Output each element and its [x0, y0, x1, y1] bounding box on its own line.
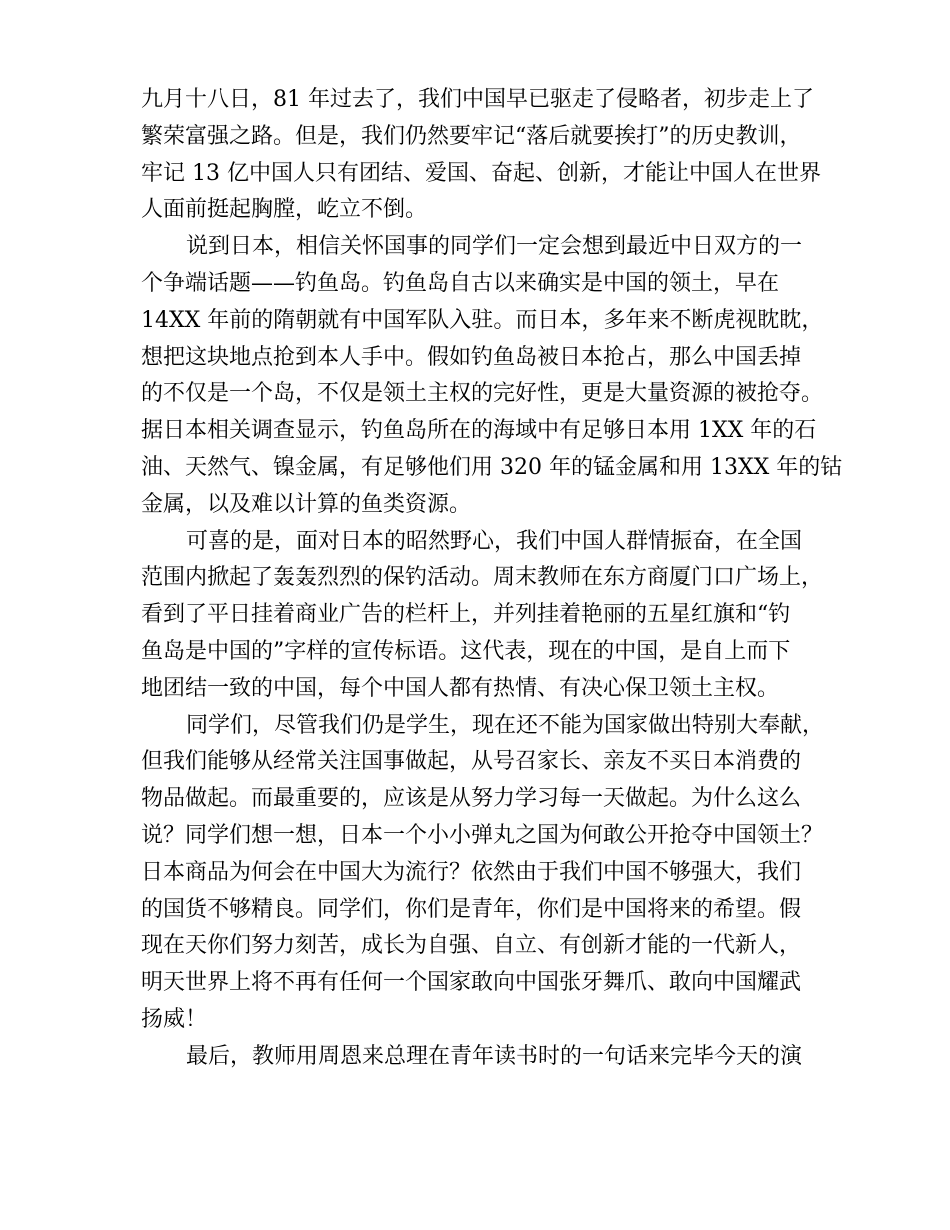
text-line: 明天世界上将不再有任何一个国家敢向中国张牙舞爪、敢向中国耀武	[141, 970, 802, 996]
text-line: 现在天你们努力刻苦，成长为自强、自立、有创新才能的一代新人，	[141, 933, 802, 959]
text-line: 油、天然气、镍金属，有足够他们用 320 年的锰金属和用 13XX 年的钴	[141, 454, 843, 480]
paragraph-first-line: 最后，教师用周恩来总理在青年读书时的一句话来完毕今天的演	[186, 1043, 803, 1069]
paragraph-first-line: 说到日本，相信关怀国事的同学们一定会想到最近中日双方的一	[186, 234, 803, 260]
text-line: 鱼岛是中国的”字样的宣传标语。这代表，现在的中国，是自上而下	[141, 638, 791, 664]
text-line: 人面前挺起胸膛，屹立不倒。	[141, 197, 428, 223]
text-line: 14XX 年前的隋朝就有中国军队入驻。而日本，多年来不断虎视眈眈，	[141, 307, 824, 333]
text-line: 看到了平日挂着商业广告的栏杆上，并列挂着艳丽的五星红旗和“钓	[141, 602, 791, 628]
text-line: 繁荣富强之路。但是，我们仍然要牢记“落后就要挨打”的历史教训，	[141, 123, 802, 149]
text-line: 但我们能够从经常关注国事做起，从号召家长、亲友不买日本消费的	[141, 749, 802, 775]
text-line: 说？同学们想一想，日本一个小小弹丸之国为何敢公开抢夺中国领土？	[141, 822, 824, 848]
paragraph-first-line: 同学们，尽管我们仍是学生，现在还不能为国家做出特别大奉献，	[186, 712, 825, 738]
text-line: 的国货不够精良。同学们，你们是青年，你们是中国将来的希望。假	[141, 896, 802, 922]
text-line: 牢记 13 亿中国人只有团结、爱国、奋起、创新，才能让中国人在世界	[141, 160, 821, 186]
document-body	[141, 82, 843, 1076]
text-line: 日本商品为何会在中国大为流行？依然由于我们中国不够强大，我们	[141, 859, 802, 885]
text-line: 物品做起。而最重要的，应该是从努力学习每一天做起。为什么这么	[141, 786, 802, 812]
text-line: 地团结一致的中国，每个中国人都有热情、有决心保卫领土主权。	[141, 675, 780, 701]
text-line: 个争端话题——钓鱼岛。钓鱼岛自古以来确实是中国的领土，早在	[141, 270, 780, 296]
text-line: 范围内掀起了轰轰烈烈的保钓活动。周末教师在东方商厦门口广场上，	[141, 565, 824, 591]
text-line: 九月十八日，81 年过去了，我们中国早已驱走了侵略者，初步走上了	[141, 87, 814, 112]
text-line: 金属，以及难以计算的鱼类资源。	[141, 491, 472, 517]
text-line: 的不仅是一个岛，不仅是领土主权的完好性，更是大量资源的被抢夺。	[141, 381, 824, 407]
text-line: 扬威！	[141, 1006, 208, 1032]
text-line: 想把这块地点抢到本人手中。假如钓鱼岛被日本抢占，那么中国丢掉	[141, 344, 802, 370]
paragraph-first-line: 可喜的是，面对日本的昭然野心，我们中国人群情振奋，在全国	[186, 528, 803, 554]
text-line: 据日本相关调查显示，钓鱼岛所在的海域中有足够日本用 1XX 年的石	[141, 418, 817, 444]
